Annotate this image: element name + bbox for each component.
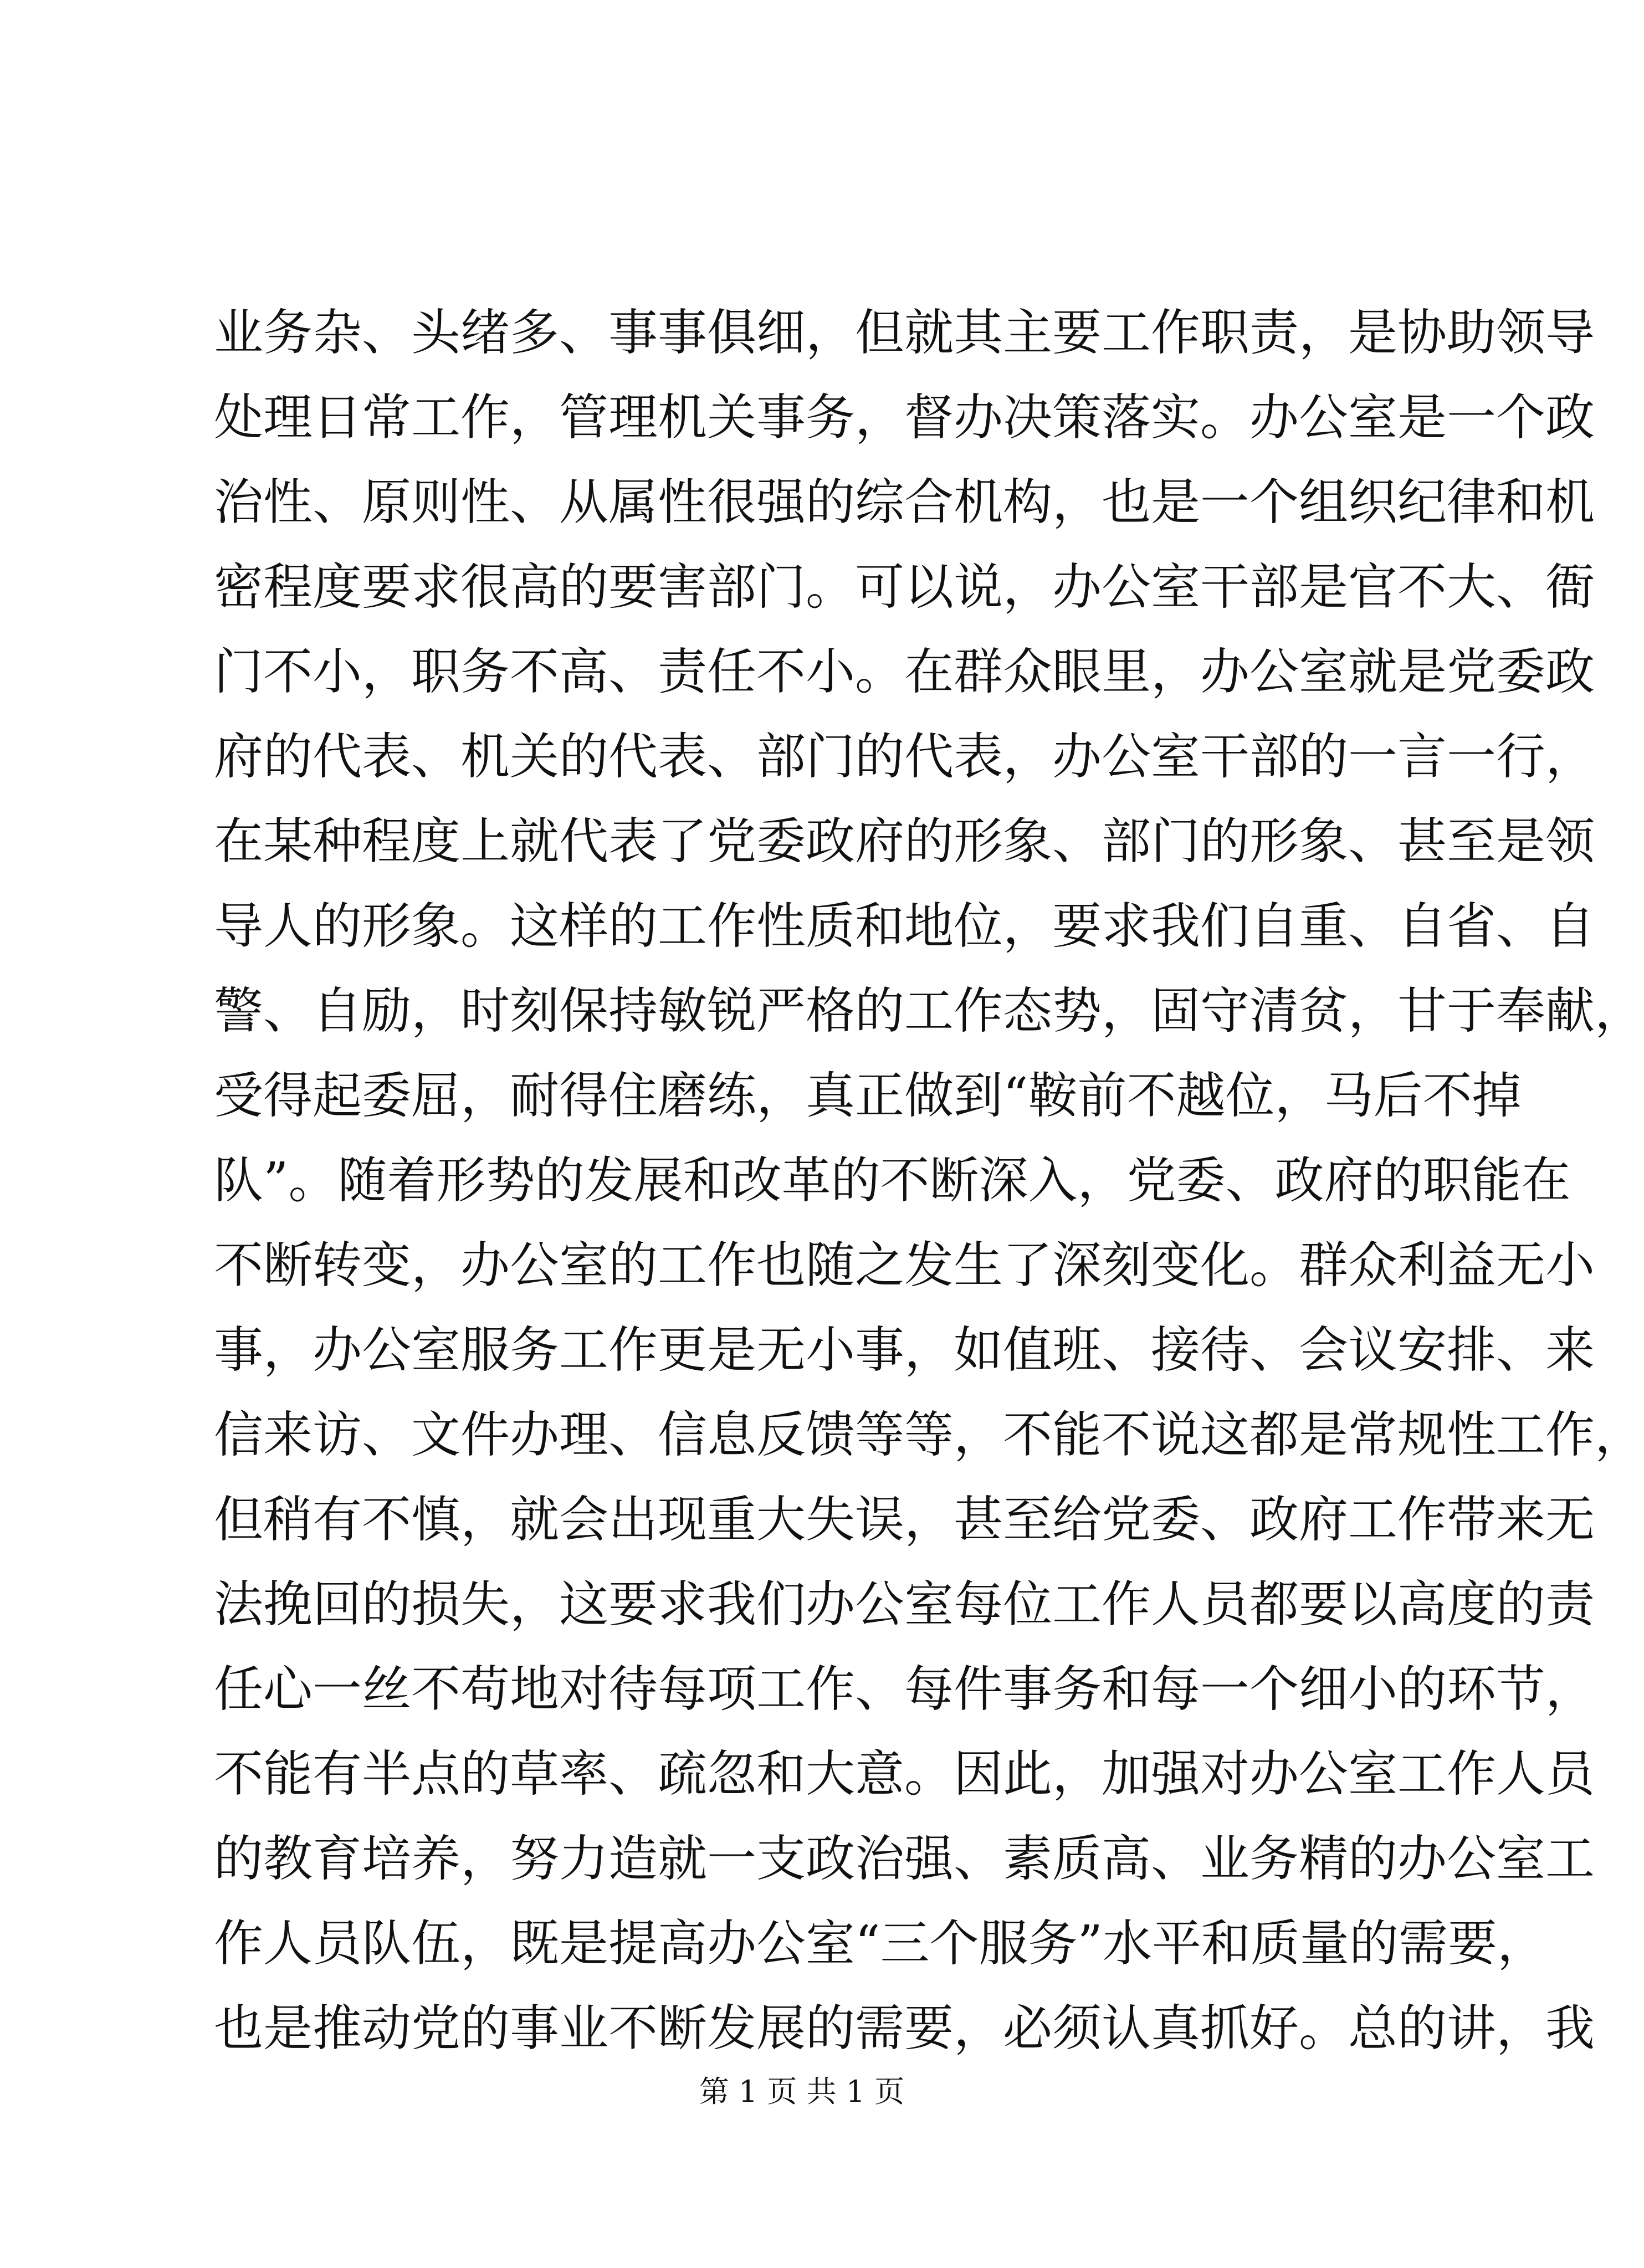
text-line: 不断转变，办公室的工作也随之发生了深刻变化。群众利益无小 bbox=[214, 1236, 1595, 1294]
text-line: 事，办公室服务工作更是无小事，如值班、接待、会议安排、来 bbox=[214, 1321, 1595, 1379]
text-line: 处理日常工作，管理机关事务，督办决策落实。办公室是一个政 bbox=[214, 388, 1595, 446]
text-line: 在某种程度上就代表了党委政府的形象、部门的形象、甚至是领 bbox=[214, 812, 1595, 870]
text-line: 法挽回的损失，这要求我们办公室每位工作人员都要以高度的责 bbox=[214, 1575, 1595, 1633]
text-line: 也是推动党的事业不断发展的需要，必须认真抓好。总的讲，我 bbox=[214, 1999, 1595, 2057]
text-line: 任心一丝不苟地对待每项工作、每件事务和每一个细小的环节， bbox=[214, 1660, 1595, 1718]
text-line: 府的代表、机关的代表、部门的代表，办公室干部的一言一行， bbox=[214, 728, 1595, 785]
text-line: 业务杂、头绪多、事事俱细，但就其主要工作职责，是协助领导 bbox=[214, 304, 1595, 361]
text-line: 警、自励，时刻保持敏锐严格的工作态势，固守清贫，甘于奉献， bbox=[214, 982, 1644, 1040]
text-line: 门不小，职务不高、责任不小。在群众眼里，办公室就是党委政 bbox=[214, 643, 1595, 700]
text-line: 密程度要求很高的要害部门。可以说，办公室干部是官不大、衙 bbox=[214, 558, 1595, 616]
text-line: 受得起委屈，耐得住磨练，真正做到“鞍前不越位，马后不掉 bbox=[214, 1067, 1522, 1124]
text-line: 的教育培养，努力造就一支政治强、素质高、业务精的办公室工 bbox=[214, 1830, 1595, 1887]
text-line: 导人的形象。这样的工作性质和地位，要求我们自重、自省、自 bbox=[214, 897, 1595, 955]
text-line: 队”。随着形势的发展和改革的不断深入，党委、政府的职能在 bbox=[214, 1151, 1571, 1209]
text-line: 治性、原则性、从属性很强的综合机构，也是一个组织纪律和机 bbox=[214, 473, 1595, 531]
text-line: 不能有半点的草率、疏忽和大意。因此，加强对办公室工作人员 bbox=[214, 1745, 1595, 1803]
text-line: 信来访、文件办理、信息反馈等等，不能不说这都是常规性工作， bbox=[214, 1406, 1644, 1463]
text-line: 作人员队伍，既是提高办公室“三个服务”水平和质量的需要， bbox=[214, 1914, 1546, 1972]
body-text bbox=[214, 290, 1644, 2071]
page-footer bbox=[0, 2072, 1604, 2111]
text-line: 但稍有不慎，就会出现重大失误，甚至给党委、政府工作带来无 bbox=[214, 1491, 1595, 1548]
page-number-label: 第 1 页 共 1 页 bbox=[699, 2074, 905, 2109]
